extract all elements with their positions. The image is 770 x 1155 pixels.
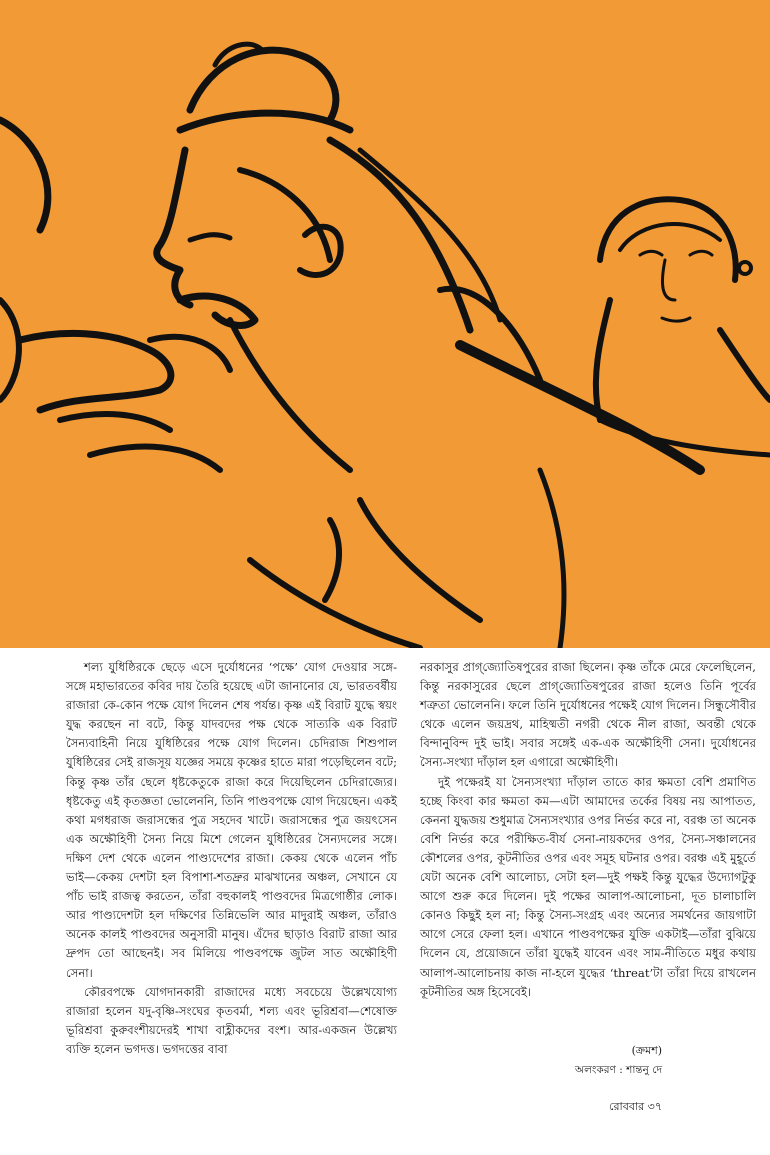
page-footer: রোববার ৩৭ — [609, 1100, 662, 1113]
continued-label: (ক্রমশ) — [631, 1044, 662, 1057]
article-column-right — [420, 658, 756, 1002]
article-paragraph: দুই পক্ষেরই যা সৈন্যসংখ্যা দাঁড়াল তাতে কার ক্ষমতা বেশি প্রমাণিত হচ্ছে কিংবা কার ক্ষমতা কম—এটা আমাদের তর্কের বিষয় নয় আপাতত, কেননা যুদ্ধজয় শুধুমাত্র সৈন্যসংখ্যার ওপর নির্ভর করে না, বরঞ্চ তা অনেক বেশি নির্ভর করে পরীক্ষিত-বীর্য সেনা-নায়কদের ওপর, সৈন্য-সঞ্চালনের কৌশলের ওপর, কূটনীতির ওপর এবং সমূহ ঘটনার ওপর। বরঞ্চ এই মুহূর্তে যেটা অনেক বেশি আলোচ্য, সেটা হল—দুই পক্ষই কিন্তু যুদ্ধের উদ্যোগটুকু আগে শুরু করে দিলেন। দুই পক্ষের আলাপ-আলোচনা, দূত চালাচালি কোনও কিছুই হল না; কিন্তু সৈন্য-সংগ্রহ এবং অন্যের সমর্থনের জায়গাটা আগে সেরে ফেলা হল। এখানে পাণ্ডবপক্ষের যুক্তি একটাই—তাঁরা বুঝিয়ে দিলেন যে, প্রয়োজনে তাঁরা যুদ্ধেই যাবেন এবং সাম-নীতিতে মধুর কথায় আলাপ-আলোচনায় কাজ না-হলে যুদ্ধের ‘threat’টা তাঁরা দিয়ে রাখলেন কূটনীতির অঙ্গ হিসেবেই। — [420, 774, 756, 999]
illustration-credit: অলংকরণ : শান্তনু দে — [575, 1064, 662, 1076]
article-paragraph: কৌরবপক্ষে যোগদানকারী রাজাদের মধ্যে সবচেয়ে উল্লেখযোগ্য রাজারা হলেন যদু-বৃষ্ণি-সংঘের কৃতবর্মা, শল্য এবং ভূরিশ্রবা—শেষোক্ত ভূরিশ্রবা কুরুবংশীয়দেরই শাখা বাহ্লীকদের বংশ। আর-একজন উল্লেখ্য ব্যক্তি হলেন ভগদত্ত। ভগদত্তের বাবা — [66, 984, 397, 1056]
article-column-left — [66, 658, 397, 1059]
article-paragraph: শল্য যুধিষ্ঠিরকে ছেড়ে এসে দুর্যোধনের ‘পক্ষে’ যোগ দেওয়ার সঙ্গে-সঙ্গে মহাভারতের কবির দায় তৈরি হয়েছে এটা জানানোর যে, ভারতবর্ষীয় রাজারা কে-কোন পক্ষে যোগ দিলেন শেষ পর্যন্ত। কৃষ্ণ এই বিরাট যুদ্ধে স্বয়ং যুদ্ধ করছেন না বটে, কিন্তু যাদবদের পক্ষ থেকে সাত্যকি এক বিরাট সৈন্যবাহিনী নিয়ে যুধিষ্ঠিরের পক্ষে যোগ দিলেন। চেদিরাজ শিশুপাল যুধিষ্ঠিরের সেই রাজসূয় যজ্ঞের সময়ে কৃষ্ণের হাতে মারা পড়েছিলেন বটে; কিন্তু কৃষ্ণ তাঁর ছেলে ধৃষ্টকেতুকে রাজা করে দিয়েছিলেন চেদিরাজ্যের। ধৃষ্টকেতু এই কৃতজ্ঞতা ভোলেননি, তিনি পাণ্ডবপক্ষে যোগ দিয়েছেন। একই কথা মগধরাজ জরাসন্ধের পুত্র সহদেব খাটে। জরাসন্ধের পুত্র জয়ৎসেন এক অক্ষৌহিণী সৈন্য নিয়ে মিশে গেলেন যুধিষ্ঠিরের সৈন্যদলের সঙ্গে। দক্ষিণ দেশ থেকে এলেন পাণ্ড্যদেশের রাজা। কেকয় থেকে এলেন পাঁচ ভাই—কেকয় দেশটা হল বিপাশা-শতদ্রুর মাঝখানের অঞ্চল, সেখানে যে পাঁচ ভাই রাজত্ব করতেন, তাঁরা বহুকালই পাণ্ডবদের মিত্রগোষ্ঠীর লোক। আর পাণ্ড্যদেশটা হল দক্ষিণের তিন্নিভেলি আর মাদুরাই অঞ্চল, তাঁরাও অনেক কালই পাণ্ডবদের অনুসারী মানুষ। এঁদের ছাড়াও বিরাট রাজা আর দ্রুপদ তো আছেনই। সব মিলিয়ে পাণ্ডবপক্ষে জুটল সাত অক্ষৌহিণী সেনা। — [66, 660, 397, 980]
article-paragraph: নরকাসুর প্রাগ্‌জ্যোতিষপুরের রাজা ছিলেন। কৃষ্ণ তাঁকে মেরে ফেলেছিলেন, কিন্তু নরকাসুরের ছেলে প্রাগ্‌জ্যোতিষপুরের রাজা হলেও তিনি পূর্বের শত্রুতা ভোলেননি। ফলে তিনি দুর্যোধনের পক্ষেই যোগ দিলেন। সিন্ধুসৌবীর থেকে এলেন জয়দ্রথ, মাহিষ্মতী নগরী থেকে নীল রাজা, অবন্তী থেকে বিন্দানুবিন্দ দুই ভাই। সবার সঙ্গেই এক-এক অক্ষৌহিণী সেনা। দুর্যোধনের সৈন্য-সংখ্যা দাঁড়াল হল এগারো অক্ষৌহিণী। — [420, 660, 756, 770]
